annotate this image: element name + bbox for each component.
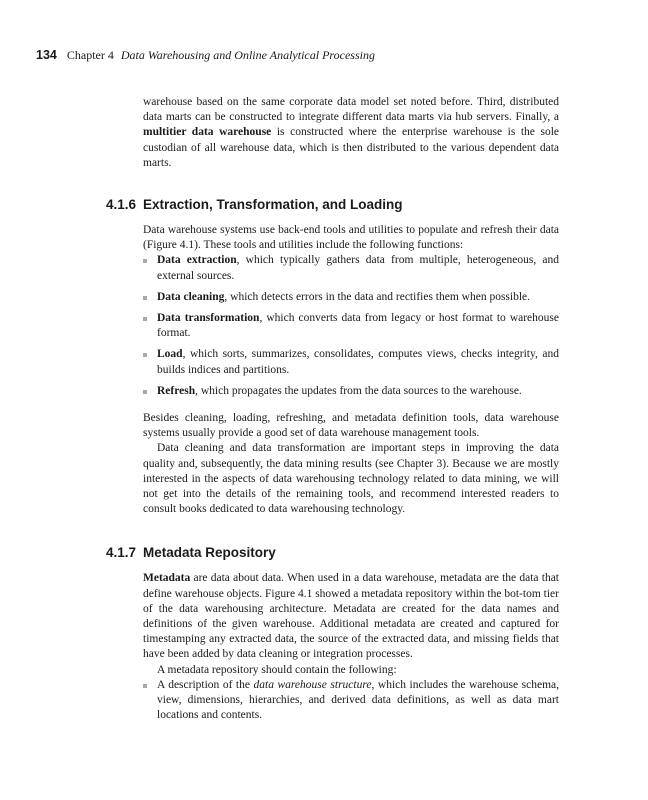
metadata-paragraph: Metadata are data about data. When used in a data warehouse, metadata are the data that define warehouse objects. Figure 4.1 showed a metadata repository within the bot-tom tier of the data warehousing architecture. Metadata are created for the data names and definitions of the given warehouse. Additional metadata are created and captured for timestamping any extracted data, the source of the extracted data, and missing fields that have been added by data cleaning or integration processes.	[143, 572, 559, 661]
intro-paragraph: warehouse based on the same corporate data model set noted before. Third, distributed data marts can be constructed to integrate different data marts via hub servers. Finally, a multitier data warehouse is constructed where the enterprise warehouse is the sole custodian of all warehouse data, which is then distributed to the various dependent data marts.	[143, 96, 560, 169]
etl-paragraph-quality: Data cleaning and data transformation are important steps in improving the data quality and, subsequently, the data mining results (see Chapter 3). Because we are mostly interested in the aspects of data warehousing technology related to data mining, we will not get into the details of the remaining tools, and recommend interested readers to consult books dedicated to data warehousing technology.	[143, 442, 559, 516]
section-number: 4.1.6	[106, 197, 137, 213]
list-item: Data cleaning, which detects errors in the data and rectifies them when possible.	[143, 290, 559, 305]
running-header	[36, 48, 375, 63]
section-title: Extraction, Transformation, and Loading	[143, 197, 403, 213]
term-metadata: Metadata	[143, 572, 191, 585]
bullet-marker	[143, 317, 147, 321]
bullet-marker	[143, 296, 147, 300]
list-item: Data extraction, which typically gathers data from multiple, heterogeneous, and external sources.	[143, 253, 559, 283]
list-item: Load, which sorts, summarizes, consolidates, computes views, checks integrity, and builds indices and partitions.	[143, 347, 559, 377]
etl-paragraph-tools: Besides cleaning, loading, refreshing, and metadata definition tools, data warehouse systems usually provide a good set of data warehouse management tools.	[143, 412, 559, 440]
etl-function-list	[143, 253, 559, 399]
section-heading-etl	[106, 197, 559, 213]
section-number: 4.1.7	[106, 545, 137, 561]
section-title: Metadata Repository	[143, 545, 276, 561]
metadata-content-list	[143, 678, 559, 724]
bullet-marker	[143, 390, 147, 394]
term-multitier: multitier data warehouse	[143, 126, 272, 139]
list-item: A description of the data warehouse structure, which includes the warehouse schema, view, dimensions, hierarchies, and derived data definitions, as well as data mart locations and contents.	[143, 678, 559, 724]
list-item: Refresh, which propagates the updates from the data sources to the warehouse.	[143, 384, 559, 399]
bullet-marker	[143, 259, 147, 263]
bullet-marker	[143, 353, 147, 357]
chapter-title: Data Warehousing and Online Analytical Processing	[120, 48, 375, 62]
page-number: 134	[36, 48, 57, 62]
chapter-label: Chapter 4	[66, 48, 114, 62]
metadata-repository-lead: A metadata repository should contain the following:	[157, 663, 397, 676]
section-heading-metadata	[106, 545, 559, 561]
page-body	[106, 95, 560, 724]
bullet-marker	[143, 684, 147, 688]
etl-lead-paragraph: Data warehouse systems use back-end tools and utilities to populate and refresh their data (Figure 4.1). These tools and utilities include the following functions:	[143, 224, 559, 252]
list-item: Data transformation, which converts data from legacy or host format to warehouse format.	[143, 311, 559, 341]
